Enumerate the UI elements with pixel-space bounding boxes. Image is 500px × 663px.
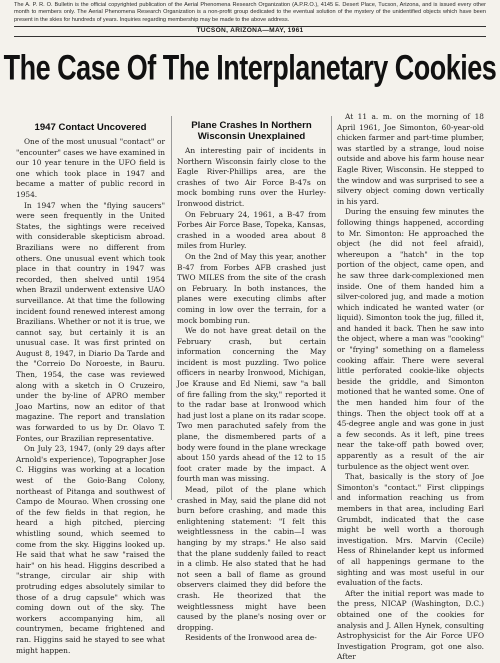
article-heading: 1947 Contact Uncovered <box>34 122 147 133</box>
article-paragraph: During the ensuing few minutes the following things happened, according to Mr. Simonton: He approached the object (he did not feel afraid), whereupon a "hatch" in the top portion of the object, came open, and he saw three dark-complexioned men inside. One of them handed him a silver-colored jug, and made a motion which indicated he wanted water (or liquid). Simonton took the jug, filled it, and handed it back. Then he saw into the object, where a man was "cooking" or "frying" something on a flameless cooking affair. There were several little perforated cookie-like objects beside the griddle, and Simonton motioned that he wanted some. One of the men handed him four of the things. Then the object took off at a 45-degree angle and was gone in just a few seconds. As it left, pine trees near the take-off path bowed over, apparently as a result of the air turbulence as the object went over. <box>337 207 484 471</box>
article-column-2 <box>177 112 326 643</box>
article-paragraph: Mead, pilot of the plane which crashed in May, said the plane did not burn before crashing, and made this enlightening statement: "I felt this weightlessness in the cabin—I was hanging by my straps." He also said that the plane suddenly failed to react in a climb. He also stated that he had not seen a ball of flame as ground observers claimed they did before the crash. He theorized that the weightlessness might have been caused by the plane's nosing over or dropping. <box>177 485 326 632</box>
page-headline: The Case Of The Interplanetary Cookies <box>3 47 497 87</box>
article-column-1 <box>16 112 165 655</box>
article-paragraph: At 11 a. m. on the morning of 18 April 1961, Joe Simonton, 60-year-old chicken farmer and part-time plumber, was startled by a strange, loud noise outside and above his farm house near Eagle River, Wisconsin. He stepped to the window and was surprised to see a silvery object coming down vertically in his yard. <box>337 112 484 206</box>
article-column-3 <box>337 112 484 662</box>
column-divider-2 <box>331 116 332 500</box>
article-paragraph: In 1947 when the "flying saucers" were seen frequently in the United States, the sightings were received with considerable skepticism abroad. Brazilians were no different from others. One unusual event which took place in that country in 1947 was recorded, then shelved until 1954 when Brazil underwent extensive UAO surveillance. At that time the following incident found renewed interest among Brazilians. Whether or not it is true, we cannot say, but certainly it is an unusual case. It was first printed on August 8, 1947, in Diario Da Tarde and the "Correio Do Noroeste, in Bauru. Then, 1954, the case was reviewed along with a sketch in O Cruzeiro, under the by-line of APRO member Joao Martins, now an editor of that magazine. The report and translation was forwarded to us by Dr. Olavo T. Fontes, our Brazilian representative. <box>16 200 165 443</box>
masthead-description: The A. P. R. O. Bulletin is the official copyrighted publication of the Aerial Phenomena Research Organization (A.P.R.O.), 4145 E. Desert Place, Tucson, Arizona, and is issued every other month to members only. The Aerial Phenomena Research Organization is a non-profit group dedicated to the eventual solution of the mystery of the unidentified objects which have been present in the skies for hundreds of years. Inquiries regarding membership may be made to the above address. <box>14 2 486 23</box>
article-paragraph: On the 2nd of May this year, another B-47 from Forbes AFB crashed just TWO MILES from the site of the crash on February. In both instances, the planes were executing climbs after coming in low over the terrain, for a mock bombing run. <box>177 251 326 325</box>
article-paragraph: On July 23, 1947, (only 29 days after Arnold's experience), Topographer Jose C. Higgins was working at a location west of the Goio-Bang Colony, northeast of Pitanga and southwest of Campo de Mourao. When crossing one of the few fields in that region, he heard a high pitched, piercing whistling sound, which seemed to come from the sky. Higgins looked up. He said that what he saw "raised the hair" on his head. Higgins described a "strange, circular air ship with protruding edges absolutely similar to those of a drug capsule" which was coming down out of the sky. The workers accompanying him, all countrymen, became frightened and ran. Higgins said he stayed to see what might happen. <box>16 444 165 655</box>
article-paragraph: After the initial report was made to the press, NICAP (Washington, D.C.) obtained one of the cookies for analysis and J. Allen Hynek, consulting Astrophysicist for the Air Force UFO Investigation Program, got one also. After <box>337 588 484 662</box>
article-paragraph: Residents of the Ironwood area de- <box>185 633 317 643</box>
dateline: TUCSON, ARIZONA—MAY, 1961 <box>196 27 304 34</box>
article-paragraph: That, basically is the story of Joe Simonton's "contact." First clippings and information reaching us from members in that area, including Earl Grumbdt, indicated that the case might be well worth a thorough investigation. Mrs. Marvin (Cecile) Hess of Rhinelander kept us informed of all happenings germane to the sighting and was most useful in our evaluation of the facts. <box>337 472 484 588</box>
article-heading: Plane Crashes In Northern Wisconsin Unexplained <box>191 120 312 142</box>
article-paragraph: One of the most unusual "contact" or "encounter" cases we have examined in our 10 year tenure in the UFO field is one which took place in 1947 and became a matter of public record in 1954. <box>16 137 165 199</box>
article-paragraph: On February 24, 1961, a B-47 from Forbes Air Force Base, Topeka, Kansas, crashed in a wooded area about 8 miles from Hurley. <box>177 209 326 251</box>
column-divider-1 <box>171 116 172 500</box>
article-paragraph: An interesting pair of incidents in Northern Wisconsin fairly close to the Eagle River-Phillips area, are the crashes of two Air Force B-47s on mock bombing runs over the Hurley-Ironwood district. <box>177 146 326 208</box>
article-paragraph: We do not have great detail on the February crash, but certain information concerning the May incident is most puzzling. Two police officers in nearby Ironwood, Michigan, Joe Krause and Ed Niemi, saw "a ball of fire falling from the sky," reported it to the radar base at Ironwood which had just lost a plane on its radar scope. Two men parachuted safely from the plane, the dismembered parts of a body were found in the plane wreckage about 150 yards ahead of the 12 to 15 foot crater made by the impact. A fourth man was missing. <box>177 326 326 484</box>
